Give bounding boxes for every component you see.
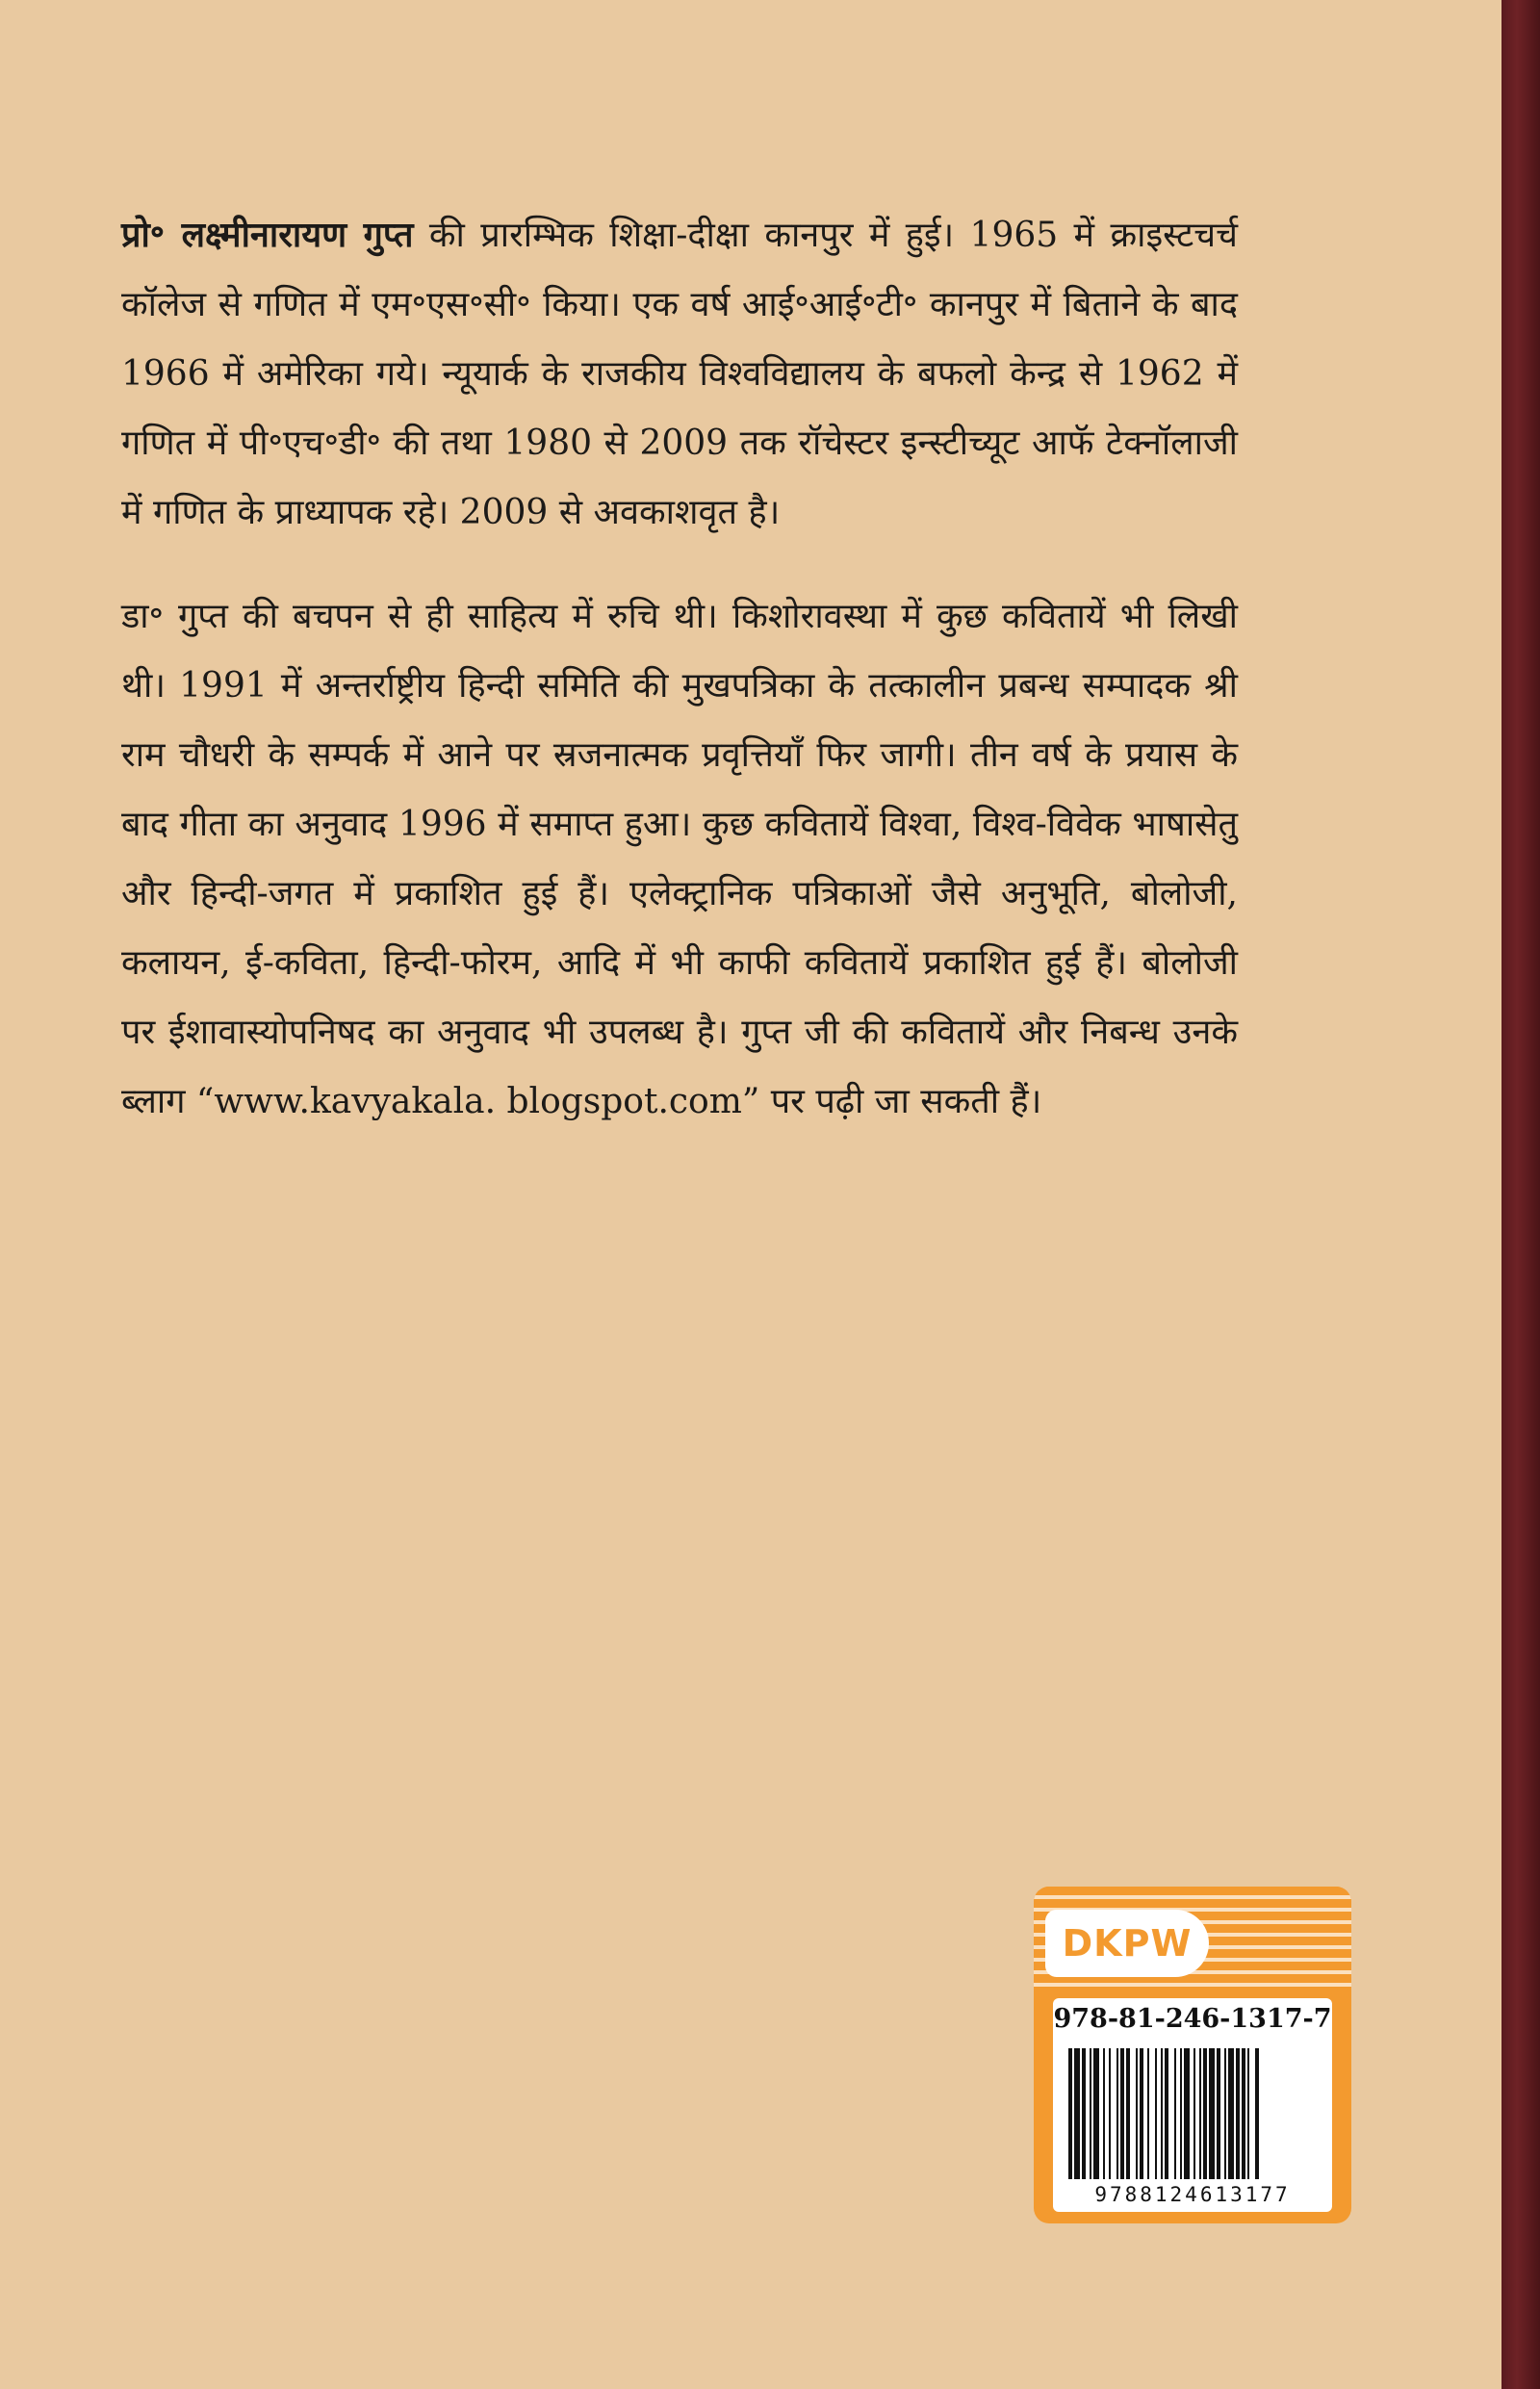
publisher-box (1034, 1887, 1351, 2223)
barcode-digits: 9788124613177 (1094, 2183, 1291, 2206)
bio-paragraph-2: डा॰ गुप्त की बचपन से ही साहित्य में रुचि थी। किशोरावस्था में कुछ कवितायें भी लिखी थी। 1991 में अन्तर्राष्ट्रीय हिन्दी समिति की मुखपत्रिका के तत्कालीन प्रबन्ध सम्पादक श्री राम चौधरी के सम्पर्क में आने पर स्रजनात्मक प्रवृत्तियाँ फिर जागी। तीन वर्ष के प्रयास के बाद गीता का अनुवाद 1996 में समाप्त हुआ। कुछ कवितायें विश्वा, विश्व-विवेक भाषासेतु और हिन्दी-जगत में प्रकाशित हुई हैं। एलेक्ट्रानिक पत्रिकाओं जैसे अनुभूति, बोलोजी, कलायन, ई-कविता, हिन्दी-फोरम, आदि में भी काफी कवितायें प्रकाशित हुई हैं। बोलोजी पर ईशावास्योपनिषद का अनुवाद भी उपलब्ध है। गुप्त जी की कवितायें और निबन्ध उनके ब्लाग “www.kavyakala. blogspot.com” पर पढ़ी जा सकती हैं। (121, 597, 1238, 1121)
barcode-card (1053, 1998, 1332, 2212)
bio-paragraph-1 (121, 200, 1238, 548)
publisher-logo (1045, 1910, 1209, 1977)
isbn-number: 978-81-246-1317-7 (1053, 2004, 1332, 2034)
book-spine (1502, 0, 1540, 2389)
bio-paragraph-1-text: की प्रारम्भिक शिक्षा-दीक्षा कानपुर में हुई। 1965 में क्राइस्टचर्च कॉलेज से गणित में एम॰एस॰सी॰ किया। एक वर्ष आई॰आई॰टी॰ कानपुर में बिताने के बाद 1966 में अमेरिका गये। न्यूयार्क के राजकीय विश्वविद्यालय के बफलो केन्द्र से 1962 में गणित में पी॰एच॰डी॰ की तथा 1980 से 2009 तक रॉचेस्टर इन्स्टीच्यूट आफॅ टेक्नॉलाजी में गणित के प्राध्यापक रहे। 2009 से अवकाशवृत है। (121, 216, 1238, 532)
publisher-logo-text: DKPW (1062, 1922, 1193, 1965)
barcode-icon (1066, 2048, 1319, 2179)
author-bio (121, 200, 1238, 1171)
author-name: प्रो॰ लक्ष्मीनारायण गुप्त (121, 215, 414, 255)
